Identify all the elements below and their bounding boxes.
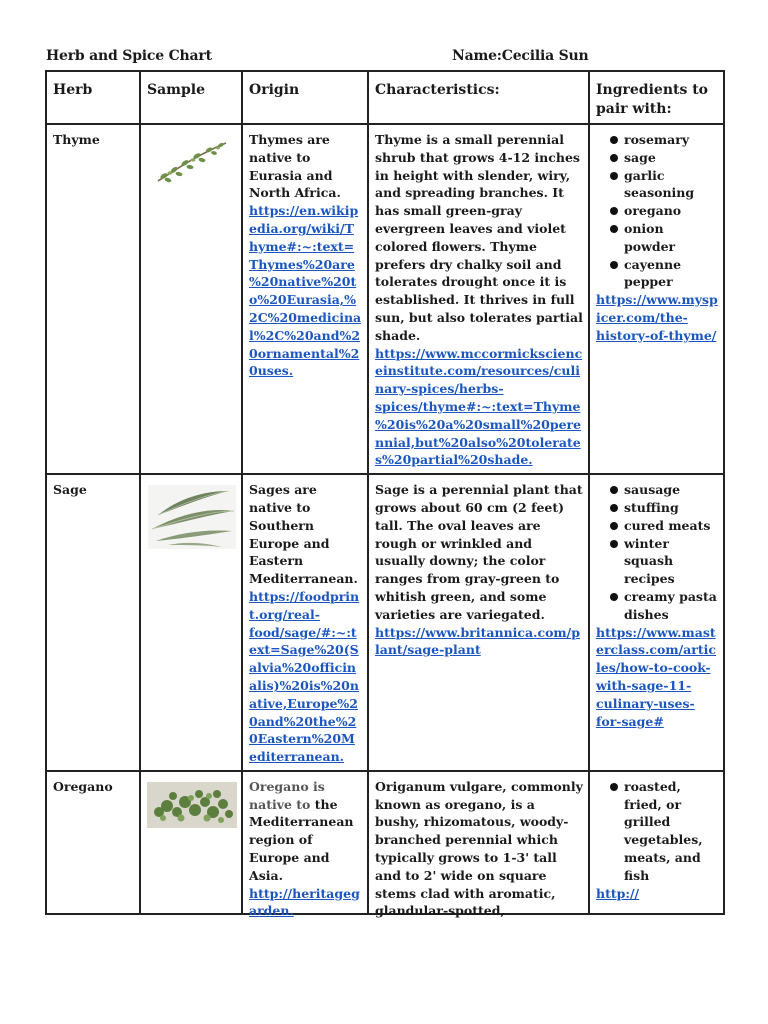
origin-text: Thymes are native to Eurasia and North Africa. (249, 132, 341, 201)
origin-text-lead: Oregano is native to (249, 778, 325, 812)
characteristics-cell (368, 474, 589, 771)
pairings-cell (589, 124, 724, 474)
table-header-row (46, 71, 724, 124)
pairings-list (596, 778, 718, 885)
list-item: cayenne pepper (612, 256, 718, 292)
list-item: onion powder (612, 220, 718, 256)
characteristics-text: Origanum vulgare, commonly known as oregano, is a bushy, rhizomatous, woody-branched perennial which typically grows to 1-3' tall and to 2' wide on square stems clad with aromatic, glandular-spotted, (375, 778, 583, 919)
sample-cell (140, 124, 242, 474)
pairings-source-link[interactable]: http:// (596, 885, 640, 901)
list-item: roasted, fried, or grilled vegetables, meats, and fish (612, 778, 718, 885)
origin-cell (242, 124, 368, 474)
list-item: oregano (612, 202, 718, 220)
pairings-source-link[interactable]: https://www.myspicer.com/the-history-of-thyme/ (596, 292, 718, 343)
pairings-list (596, 481, 718, 623)
table-row (46, 124, 724, 474)
origin-source-link[interactable]: https://en.wikipedia.org/wiki/Thyme#:~:text=Thymes%20are%20native%20to%20Eurasia,%2C%20medicinal%2C%20and%20ornamental%20uses. (249, 203, 362, 379)
pairings-cell (589, 474, 724, 771)
characteristics-cell (368, 124, 589, 474)
characteristics-source-link[interactable]: https://www.britannica.com/plant/sage-plant (375, 624, 580, 658)
list-item: rosemary (612, 131, 718, 149)
thyme-sprig-image (152, 135, 232, 187)
list-item: stuffing (612, 499, 718, 517)
pairings-cell (589, 771, 724, 914)
herb-name: Oregano (46, 771, 140, 914)
column-header-pairings: Ingredients to pair with: (589, 71, 724, 124)
list-item: garlic seasoning (612, 167, 718, 203)
origin-cell (242, 771, 368, 919)
table-row (46, 771, 724, 914)
list-item: sausage (612, 481, 718, 499)
origin-text: the Mediterranean region of Europe and Asia. (249, 796, 354, 883)
characteristics-source-link[interactable]: https://www.mccormickscienceinstitute.com/resources/culinary-spices/herbs-spices/thyme#:~:text=Thyme%20is%20a%20small%20perennial,but%20also%20tolerates%20partial%20shade. (375, 345, 583, 468)
origin-source-link[interactable]: https://foodprint.org/real-food/sage/#:~:text=Sage%20(Salvia%20officinalis)%20is%20native,Europe%20and%20the%20Eastern%20Mediterranean. (249, 588, 360, 765)
origin-source-link[interactable]: http://heritagegarden. (249, 885, 360, 919)
herb-name: Thyme (46, 124, 140, 474)
column-header-herb: Herb (46, 71, 140, 124)
origin-text: Sages are native to Southern Europe and Eastern Mediterranean. (249, 482, 358, 587)
sample-cell (140, 771, 242, 914)
oregano-bunch-image (147, 782, 237, 828)
sample-cell (140, 474, 242, 771)
characteristics-cell (368, 771, 589, 919)
pairings-list (596, 131, 718, 291)
herb-name: Sage (46, 474, 140, 771)
list-item: cured meats (612, 517, 718, 535)
herb-spice-table (45, 70, 725, 919)
chart-title: Herb and Spice Chart (46, 48, 212, 64)
sage-leaves-image (148, 485, 236, 549)
student-name: Name:Cecilia Sun (452, 48, 589, 64)
characteristics-text: Sage is a perennial plant that grows about 60 cm (2 feet) tall. The oval leaves are rough or wrinkled and usually downy; the color ranges from gray-green to whitish green, and some varieties are variegated. (375, 482, 583, 622)
table-row (46, 474, 724, 771)
column-header-characteristics: Characteristics: (368, 71, 589, 124)
list-item: sage (612, 149, 718, 167)
column-header-origin: Origin (242, 71, 368, 124)
list-item: creamy pasta dishes (612, 588, 718, 624)
column-header-sample: Sample (140, 71, 242, 124)
origin-cell (242, 474, 368, 771)
pairings-source-link[interactable]: https://www.masterclass.com/articles/how-to-cook-with-sage-11-culinary-uses-for-sage# (596, 624, 716, 729)
characteristics-text: Thyme is a small perennial shrub that grows 4-12 inches in height with slender, wiry, and spreading branches. It has small green-gray evergreen leaves and violet colored flowers. Thyme prefers dry chalky soil and tolerates drought once it is established. It thrives in full sun, but also tolerates partial shade. (375, 132, 583, 343)
list-item: winter squash recipes (612, 535, 718, 588)
